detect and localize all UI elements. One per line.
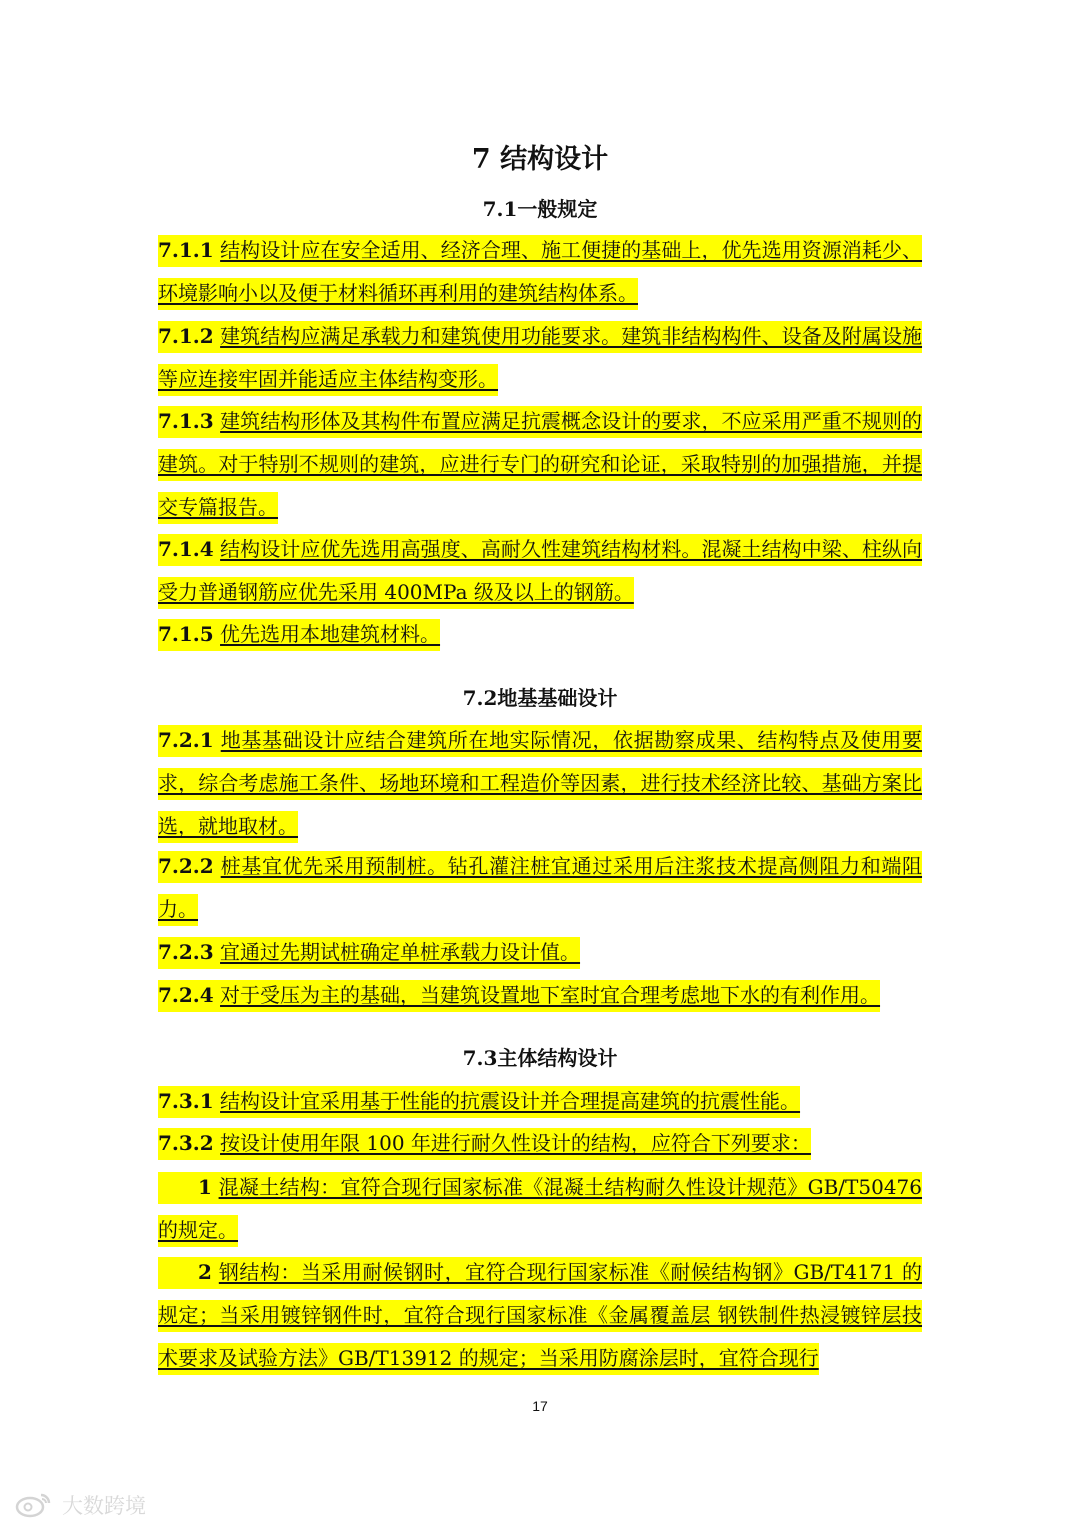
clause-number: 7.2.1: [158, 728, 214, 752]
section-title-7-2: 7.2地基基础设计: [462, 686, 618, 710]
clause-number: 7.1.3: [158, 409, 214, 433]
clause-7-2-1: [158, 719, 922, 848]
clause-text: 对于受压为主的基础，当建筑设置地下室时宜合理考虑地下水的有利作用。: [220, 983, 881, 1007]
clause-number: 7.2.4: [158, 983, 214, 1007]
clause-text: 结构设计宜采用基于性能的抗震设计并合理提高建筑的抗震性能。: [220, 1089, 801, 1113]
clause-number: 7.1.1: [158, 238, 214, 262]
clause-text: 建筑结构形体及其构件布置应满足抗震概念设计的要求，不应采用严重不规则的建筑。对于特别不规则的建筑，应进行专门的研究和论证，采取特别的加强措施，并提交专篇报告。: [158, 409, 923, 519]
clause-text: 结构设计应在安全适用、经济合理、施工便捷的基础上，优先选用资源消耗少、环境影响小以及便于材料循环再利用的建筑结构体系。: [158, 238, 923, 305]
clause-number: 7.1.5: [158, 622, 214, 646]
watermark: [14, 1490, 146, 1520]
sub-item-2: [158, 1251, 922, 1380]
item-number: 2: [198, 1260, 212, 1284]
watermark-text: 大数跨境: [62, 1494, 146, 1518]
clause-number: 7.2.2: [158, 854, 214, 878]
clause-7-3-2: [158, 1122, 922, 1165]
chapter-title: 7 结构设计: [471, 144, 609, 175]
clause-text: 宜通过先期试桩确定单桩承载力设计值。: [220, 940, 581, 964]
clause-7-2-2: [158, 845, 922, 931]
clause-text: 结构设计应优先选用高强度、高耐久性建筑结构材料。混凝土结构中梁、柱纵向受力普通钢筋应优先采用 400MPa 级及以上的钢筋。: [158, 537, 923, 604]
item-text: 混凝土结构：宜符合现行国家标准《混凝土结构耐久性设计规范》GB/T50476 的规定。: [158, 1175, 923, 1242]
item-number: 1: [198, 1175, 212, 1199]
section-title-7-3: 7.3主体结构设计: [462, 1046, 618, 1070]
clause-number: 7.3.1: [158, 1089, 214, 1113]
clause-7-1-4: [158, 528, 922, 614]
clause-text: 桩基宜优先采用预制桩。钻孔灌注桩宜通过采用后注浆技术提高侧阻力和端阻力。: [158, 854, 923, 921]
clause-7-1-3: [158, 400, 922, 529]
clause-text: 优先选用本地建筑材料。: [220, 622, 441, 646]
clause-text: 按设计使用年限 100 年进行耐久性设计的结构，应符合下列要求：: [220, 1131, 811, 1155]
clause-7-3-1: [158, 1080, 922, 1123]
clause-number: 7.3.2: [158, 1131, 214, 1155]
clause-text: 建筑结构应满足承载力和建筑使用功能要求。建筑非结构构件、设备及附属设施等应连接牢固并能适应主体结构变形。: [158, 324, 923, 391]
weibo-logo-icon: [14, 1492, 54, 1518]
section-title-7-1: 7.1一般规定: [482, 197, 598, 221]
clause-number: 7.2.3: [158, 940, 214, 964]
sub-item-1: [158, 1166, 922, 1252]
clause-number: 7.1.4: [158, 537, 214, 561]
page-number: 17: [532, 1398, 548, 1414]
clause-7-2-3: [158, 931, 922, 974]
clause-7-2-4: [158, 974, 922, 1017]
item-text: 钢结构：当采用耐候钢时，宜符合现行国家标准《耐候结构钢》GB/T4171 的规定；当采用镀锌钢件时，宜符合现行国家标准《金属覆盖层 钢铁制件热浸镀锌层技术要求及试验方法》GB/T13912 的规定；当采用防腐涂层时，宜符合现行: [158, 1260, 922, 1370]
clause-7-1-2: [158, 315, 922, 401]
clause-7-1-1: [158, 229, 922, 315]
clause-7-1-5: [158, 613, 922, 656]
clause-number: 7.1.2: [158, 324, 214, 348]
clause-text: 地基基础设计应结合建筑所在地实际情况，依据勘察成果、结构特点及使用要求，综合考虑施工条件、场地环境和工程造价等因素，进行技术经济比较、基础方案比选，就地取材。: [158, 728, 923, 838]
